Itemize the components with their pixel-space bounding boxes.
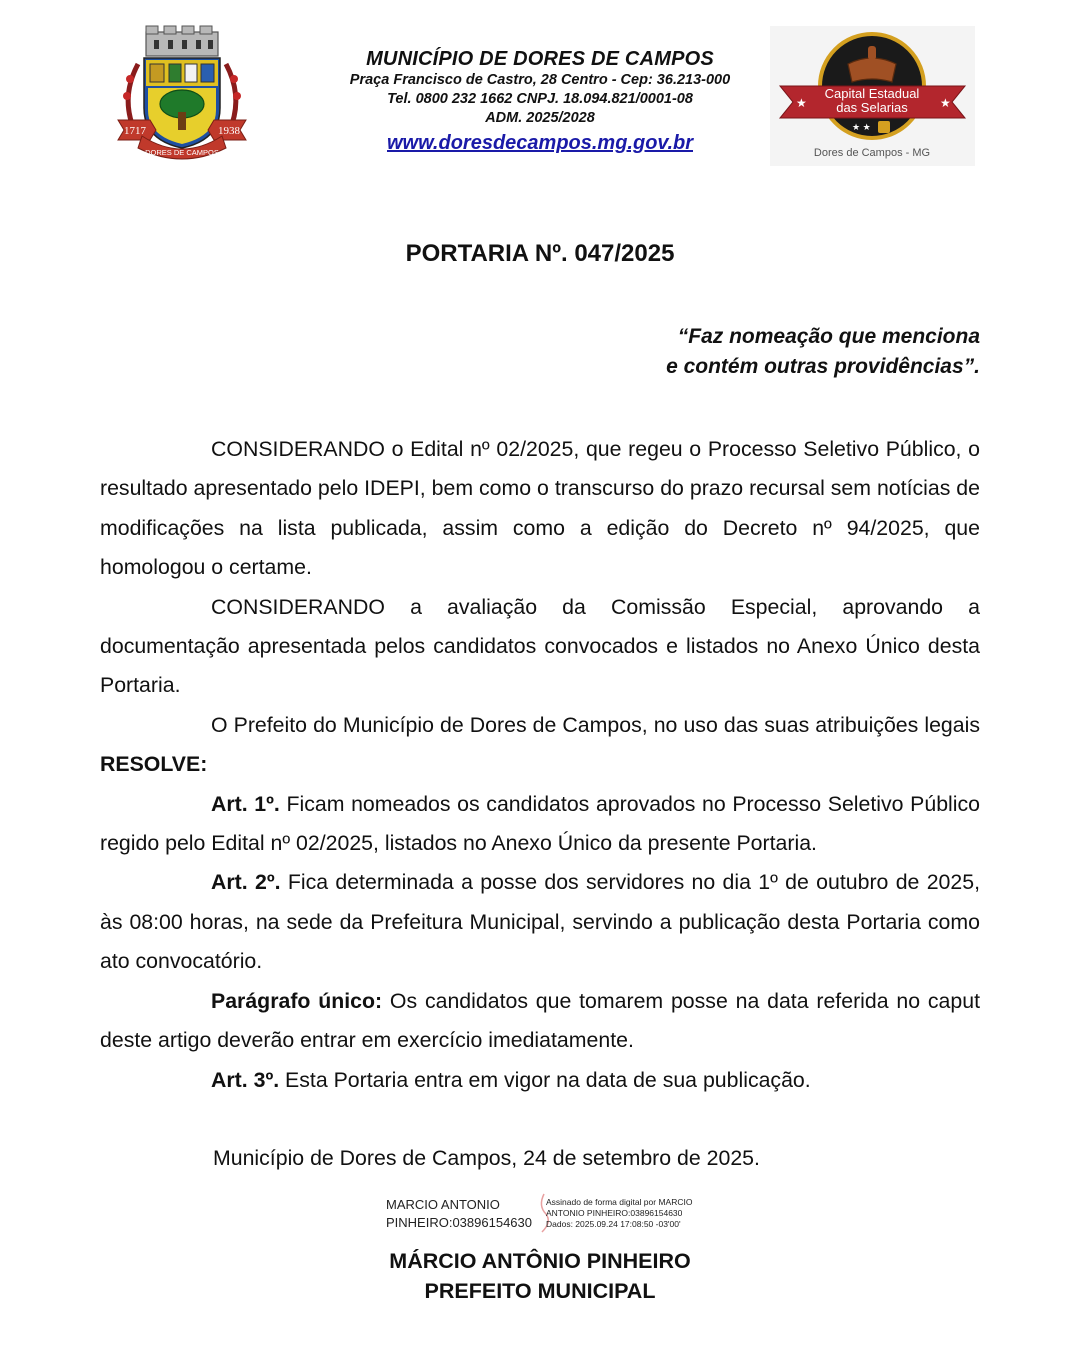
paragrafo-unico (100, 982, 980, 1061)
paragrafo-unico-label: Parágrafo único: (211, 988, 383, 1013)
signer-line1: MARCIO ANTONIO (386, 1197, 500, 1212)
ementa-line1: “Faz nomeação que menciona (677, 325, 980, 348)
badge-caption: Dores de Campos - MG (813, 147, 931, 159)
article-1 (100, 785, 980, 864)
article-2-label: Art. 2º. (211, 870, 281, 895)
municipal-crest-logo (112, 24, 252, 164)
signature-signer (386, 1196, 532, 1232)
crest-year-right: 1938 (218, 125, 240, 137)
small-star-icon: ★ ★ (852, 122, 871, 132)
badge-line2: das Selarias (836, 100, 908, 115)
star-left-icon: ★ (796, 96, 807, 110)
paragraph-considerando-2: CONSIDERANDO a avaliação da Comissão Especial, aprovando a documentação apresentada pelos candidatos convocados e listados no Anexo Único desta Portaria. (100, 594, 980, 698)
article-3-label: Art. 3º. (211, 1067, 280, 1092)
resolve-keyword: RESOLVE: (100, 752, 208, 777)
paragraph-resolve (100, 706, 980, 785)
signature-info (546, 1197, 692, 1230)
capital-selarias-logo (770, 26, 975, 166)
signature-info-line1: Assinado de forma digital por MARCIO (546, 1197, 693, 1207)
mayor-name: MÁRCIO ANTÔNIO PINHEIRO (389, 1249, 691, 1273)
municipality-name: MUNICÍPIO DE DORES DE CAMPOS (366, 48, 714, 70)
resolve-text: O Prefeito do Município de Dores de Campos, no uso das suas atribuições legais (211, 712, 980, 737)
document-body (100, 430, 980, 1100)
ementa (666, 322, 980, 382)
document-title: PORTARIA Nº. 047/2025 (405, 240, 675, 267)
badge-line1: Capital Estadual (824, 86, 920, 101)
paragraph-considerando-1: CONSIDERANDO o Edital nº 02/2025, que regeu o Processo Seletivo Público, o resultado apresentado pelo IDEPI, bem como o transcurso do prazo recursal sem notícias de modificações na lista publicada, assim como a edição do Decreto nº 94/2025, que homologou o certame. (100, 437, 980, 580)
signer-line2: PINHEIRO:03896154630 (386, 1215, 532, 1230)
letterhead (290, 48, 790, 155)
administration-line: ADM. 2025/2028 (485, 110, 595, 126)
signature-info-line2: ANTONIO PINHEIRO:03896154630 (546, 1208, 683, 1218)
crest-ribbon-text: DORES DE CAMPOS (145, 148, 219, 157)
signature-info-line3: Dados: 2025.09.24 17:08:50 -03'00' (546, 1219, 681, 1229)
crest-year-left: 1717 (124, 125, 146, 137)
digital-signature (386, 1192, 706, 1236)
mayor-role: PREFEITO MUNICIPAL (424, 1279, 656, 1303)
article-3 (100, 1061, 980, 1100)
article-3-text: Esta Portaria entra em vigor na data de sua publicação. (279, 1067, 811, 1092)
address-line: Praça Francisco de Castro, 28 Centro - Cep: 36.213-000 (349, 72, 731, 88)
star-right-icon: ★ (940, 96, 951, 110)
article-2-text: Fica determinada a posse dos servidores no dia 1º de outubro de 2025, às 08:00 horas, na sede da Prefeitura Municipal, servindo a publicação desta Portaria como ato convocatório. (100, 870, 980, 974)
paragrafo-unico-text: Os candidatos que tomarem posse na data referida no caput deste artigo deverão entrar em exercício imediatamente. (100, 988, 980, 1053)
ementa-line2: e contém outras providências”. (666, 355, 980, 378)
contact-line: Tel. 0800 232 1662 CNPJ. 18.094.821/0001-08 (387, 91, 693, 107)
website-link[interactable]: www.doresdecampos.mg.gov.br (387, 132, 693, 154)
date-line: Município de Dores de Campos, 24 de setembro de 2025. (213, 1146, 760, 1170)
article-1-text: Ficam nomeados os candidatos aprovados no Processo Seletivo Público regido pelo Edital nº 02/2025, listados no Anexo Único da presente Portaria. (100, 791, 980, 856)
article-1-label: Art. 1º. (211, 791, 280, 816)
article-2 (100, 863, 980, 981)
